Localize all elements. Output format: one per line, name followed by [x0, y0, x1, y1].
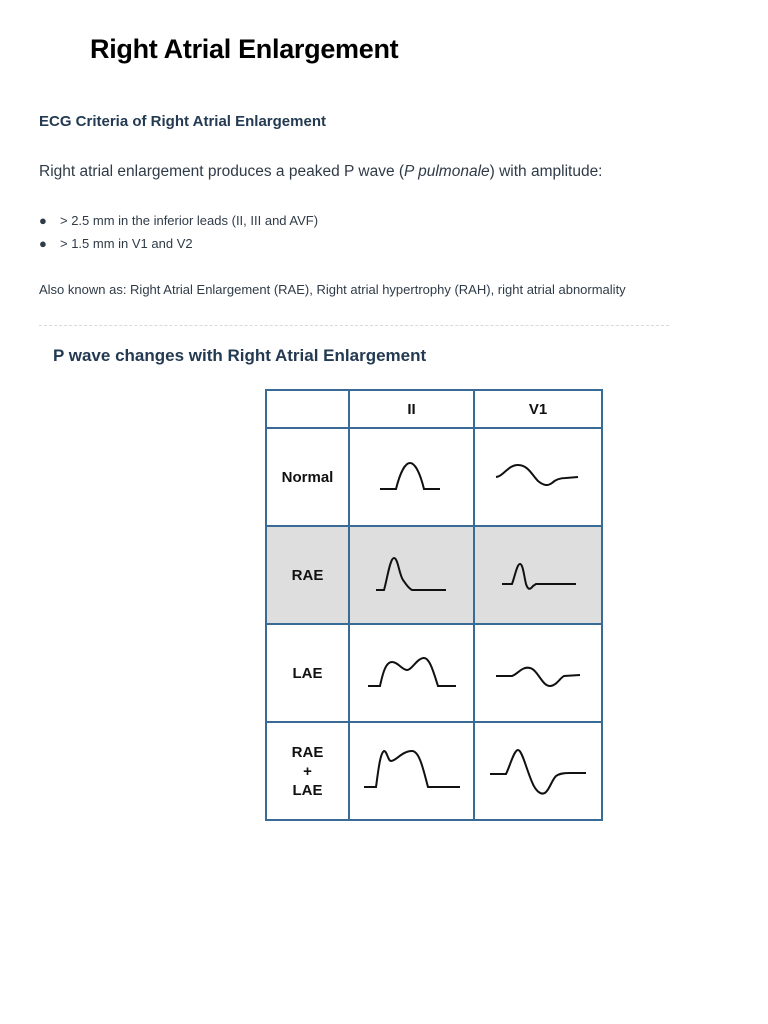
section-heading: ECG Criteria of Right Atrial Enlargement — [39, 113, 326, 130]
waveform-rae-lae-v1 — [486, 740, 590, 802]
table-header-row — [266, 390, 602, 428]
row-label-line: RAE — [291, 743, 324, 761]
waveform-cell-rae-v1 — [474, 526, 602, 624]
waveform-rae-ii-path — [376, 558, 446, 590]
figure-heading: P wave changes with Right Atrial Enlargement — [53, 346, 427, 365]
waveform-lae-ii-path — [368, 658, 456, 686]
waveform-rae-lae-ii — [360, 743, 464, 799]
criteria-list — [39, 211, 318, 257]
header-cell-lead-ii: II — [349, 390, 474, 428]
row-label-line: LAE — [292, 664, 323, 682]
intro-text-before: Right atrial enlargement produces a peaked P wave ( — [39, 163, 405, 180]
row-label-line: + — [303, 762, 312, 780]
waveform-lae-v1-path — [496, 668, 580, 686]
header-cell-lead-v1: V1 — [474, 390, 602, 428]
row-label-line: LAE — [292, 781, 323, 799]
list-item — [39, 211, 318, 234]
waveform-normal-ii-path — [380, 463, 440, 489]
header-cell-empty — [266, 390, 349, 428]
waveform-rae-v1-path — [502, 564, 576, 589]
table-row-lae — [266, 624, 602, 722]
waveform-cell-rae-lae-ii — [349, 722, 474, 820]
page-title: Right Atrial Enlargement — [90, 34, 399, 64]
list-item-text: > 1.5 mm in V1 and V2 — [60, 236, 193, 251]
list-item-text: > 2.5 mm in the inferior leads (II, III and AVF) — [60, 213, 319, 228]
waveform-cell-rae-ii — [349, 526, 474, 624]
table-row-rae-lae — [266, 722, 602, 820]
waveform-lae-ii — [364, 650, 460, 696]
waveform-cell-normal-ii — [349, 428, 474, 526]
p-wave-table — [265, 389, 603, 821]
row-label-line: RAE — [291, 566, 324, 584]
waveform-cell-normal-v1 — [474, 428, 602, 526]
list-item — [39, 234, 318, 257]
intro-text-emphasis: P pulmonale — [404, 163, 490, 180]
waveform-normal-ii — [372, 455, 452, 499]
waveform-rae-lae-v1-path — [490, 750, 586, 794]
waveform-normal-v1-path — [496, 465, 578, 485]
waveform-rae-v1 — [496, 550, 580, 600]
also-known-as: Also known as: Right Atrial Enlargement (RAE), Right atrial hypertrophy (RAH), right atrial abnormality — [39, 282, 626, 297]
row-label-lae — [266, 624, 349, 722]
row-label-line: Normal — [281, 468, 334, 486]
waveform-lae-v1 — [490, 650, 586, 696]
intro-text — [39, 163, 603, 181]
row-label-rae-lae — [266, 722, 349, 820]
waveform-rae-lae-ii-path — [364, 751, 460, 787]
row-label-normal — [266, 428, 349, 526]
bullet-icon: ● — [39, 236, 47, 251]
waveform-rae-ii — [370, 550, 454, 600]
row-label-rae — [266, 526, 349, 624]
waveform-cell-rae-lae-v1 — [474, 722, 602, 820]
waveform-normal-v1 — [490, 455, 586, 499]
bullet-icon: ● — [39, 213, 47, 228]
table-row-normal — [266, 428, 602, 526]
waveform-cell-lae-ii — [349, 624, 474, 722]
dashed-divider — [39, 325, 669, 326]
waveform-cell-lae-v1 — [474, 624, 602, 722]
table-row-rae — [266, 526, 602, 624]
intro-text-after: ) with amplitude: — [489, 163, 603, 180]
